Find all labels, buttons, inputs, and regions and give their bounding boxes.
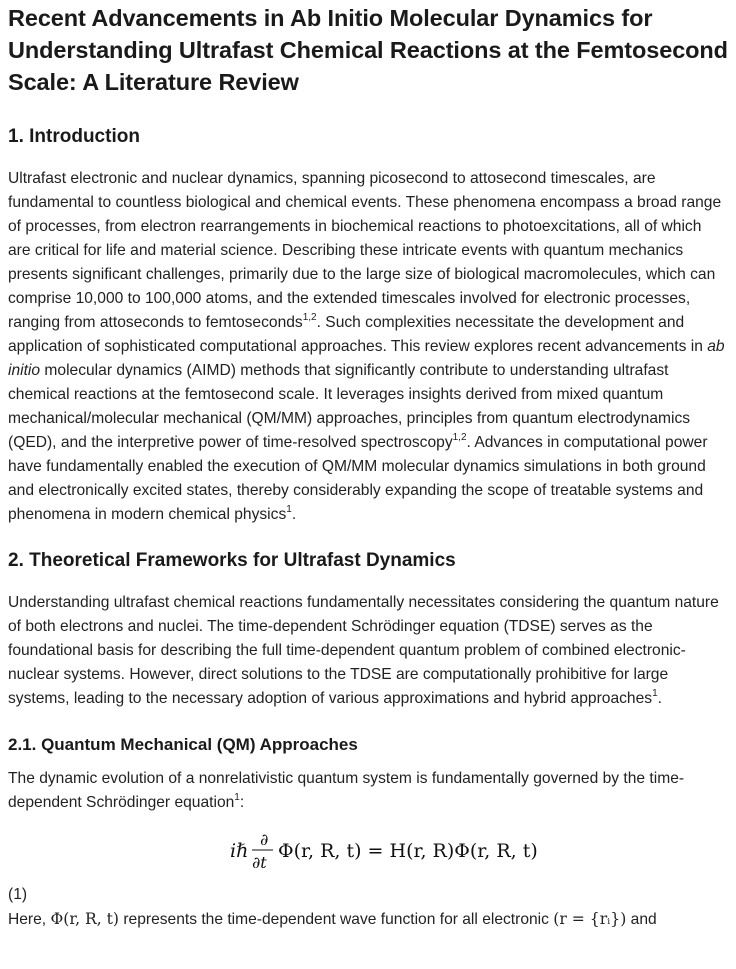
frameworks-paragraph: Understanding ultrafast chemical reactions fundamentally necessitates considering the quantum nature of both electrons and nuclei. The time-dependent Schrödinger equation (TDSE) serves as the foundational basis for describing the full time-dependent quantum problem of combined electronic-nuclear systems. However, direct solutions to the TDSE are computationally prohibitive for large systems, leading to the necessary adoption of various approximations and hybrid approaches$^1$. bbox=[8, 594, 719, 707]
citation[interactable]: 1 bbox=[652, 688, 658, 699]
equation-body: Φ(r, R, t) = H(r, R)Φ(r, R, t) bbox=[278, 840, 538, 862]
citation[interactable]: 1 bbox=[286, 504, 292, 515]
equation-number: (1) bbox=[8, 886, 28, 903]
qm-paragraph: The dynamic evolution of a nonrelativistic quantum system is fundamentally governed by the time-dependent Schrödinger equation$^1$: bbox=[8, 770, 685, 811]
equation-partial-numerator: ∂ bbox=[260, 830, 269, 849]
section-heading-theoretical-frameworks: 2. Theoretical Frameworks for Ultrafast Dynamics bbox=[8, 550, 456, 571]
subsection-heading-qm-approaches: 2.1. Quantum Mechanical (QM) Approaches bbox=[8, 735, 358, 754]
citation[interactable]: 1 bbox=[234, 792, 240, 803]
schrodinger-equation bbox=[8, 825, 728, 881]
introduction-paragraph: Ultrafast electronic and nuclear dynamics, spanning picosecond to attosecond timescales, are fundamental to countless biological and chemical events. These phenomena encompass a broad range of processes, from electron rearrangements in biochemical reactions to photoexcitations, all of which are critical for life and material science. Describing these intricate events with quantum mechanics presents significant challenges, primarily due to the large size of biological macromolecules, which can comprise 10,000 to 100,000 atoms, and the extended timescales involved for electronic processes, ranging from attoseconds to femtoseconds$^{1,2}$. Such complexities necessitate the development and application of sophisticated computational approaches. This review explores recent advancements in ab initio molecular dynamics (AIMD) methods that significantly contribute to understanding ultrafast chemical reactions at the femtosecond scale. It leverages insights derived from mixed quantum mechanical/molecular mechanical (QM/MM) approaches, principles from quantum electrodynamics (QED), and the interpretive power of time-resolved spectroscopy$^{1,2}$. Advances in computational power have fundamentally enabled the execution of QM/MM molecular dynamics simulations in both ground and electronically excited states, thereby considerably expanding the scope of treatable systems and phenomena in modern chemical physics$^1$. bbox=[8, 170, 725, 523]
equation-partial-denominator: ∂t bbox=[252, 853, 267, 872]
equation-explanation: Here, Φ(r, R, t) represents the time-dependent wave function for all electronic (r = {rᵢ}) and bbox=[8, 910, 657, 928]
equation-coefficient: iℏ bbox=[230, 840, 249, 862]
citation[interactable]: 1,2 bbox=[302, 312, 317, 323]
document-page bbox=[0, 2, 736, 932]
equation-figure bbox=[218, 825, 538, 881]
paper-title: Recent Advancements in Ab Initio Molecular Dynamics for Understanding Ultrafast Chemical Reactions at the Femtosecond Scale: A Literature Review bbox=[8, 5, 728, 95]
section-heading-introduction: 1. Introduction bbox=[8, 126, 140, 147]
citation[interactable]: 1,2 bbox=[452, 432, 467, 443]
